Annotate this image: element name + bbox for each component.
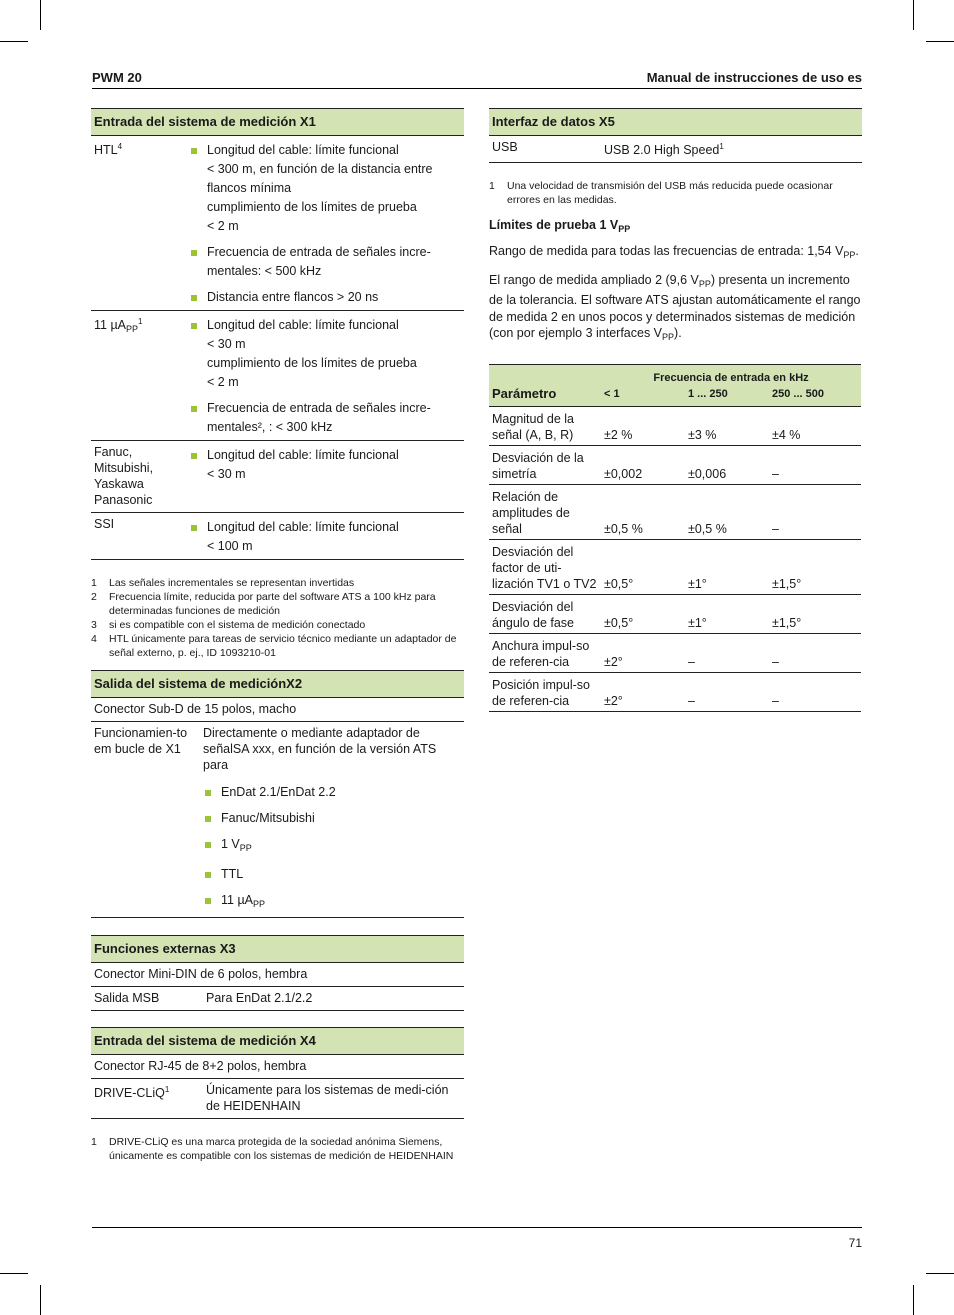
list-item: Fanuc/Mitsubishi — [203, 809, 464, 828]
crop-mark — [913, 0, 914, 30]
table-cell-value: ±0,5 % — [601, 484, 685, 539]
list-item: Longitud del cable: límite funcional < 300 m, en función de la distancia entre flancos mínima cumplimiento de los límites de prueba < 2 m — [189, 141, 464, 236]
x1-row-htl — [91, 136, 464, 311]
bullet-icon — [191, 525, 197, 531]
bullet-icon — [191, 323, 197, 329]
x3-connector: Conector Mini-DIN de 6 polos, hembra — [91, 963, 464, 987]
table-cell-value: ±4 % — [769, 406, 861, 445]
table-cell-value: ±2° — [601, 672, 685, 711]
list-item: Frecuencia de entrada de señales incre- mentales: < 500 kHz — [189, 243, 464, 281]
x1-label-fanuc: Fanuc, Mitsubishi, Yaskawa Panasonic — [94, 445, 154, 507]
x1-row-fanuc — [91, 441, 464, 513]
table-row — [489, 484, 861, 539]
bullet-icon — [205, 872, 211, 878]
list-item: 11 µA$_{PP}$ — [203, 891, 464, 914]
list-item: Longitud del cable: límite funcional < 30 m — [189, 446, 464, 484]
table-header-frequency: Frecuencia de entrada en kHz — [653, 371, 809, 384]
table-header-freq-col: 250 ... 500 — [769, 386, 861, 407]
crop-mark — [40, 0, 41, 30]
list-item: Longitud del cable: límite funcional < 30 m cumplimiento de los límites de prueba < 2 m — [189, 316, 464, 392]
x2-description: Directamente o mediante adaptador de señalSA xxx, en función de la versión ATS para — [203, 726, 437, 772]
table-cell-parameter: Magnitud de la señal (A, B, R) — [489, 406, 601, 445]
table-cell-value: – — [769, 672, 861, 711]
table-row — [489, 539, 861, 594]
table-cell-value: ±0,006 — [685, 445, 769, 484]
bullet-icon — [191, 295, 197, 301]
bullet-icon — [205, 790, 211, 796]
x4-connector: Conector RJ-45 de 8+2 polos, hembra — [91, 1055, 464, 1079]
table-cell-value: – — [769, 633, 861, 672]
header-manual-title: Manual de instrucciones de uso es — [646, 70, 862, 85]
x2-row-loop — [91, 722, 464, 918]
footnote: 1 Las señales incrementales se representan invertidas — [91, 577, 355, 589]
table-cell-parameter: Posición impul-so de referen-cia — [489, 672, 601, 711]
bullet-icon — [205, 816, 211, 822]
x2-label: Funcionamien-to em bucle de X1 — [94, 726, 188, 756]
table-cell-value: ±0,5° — [601, 594, 685, 633]
table-cell-value: ±3 % — [685, 406, 769, 445]
bullet-icon — [191, 148, 197, 154]
crop-mark — [926, 1273, 954, 1274]
crop-mark — [0, 1273, 28, 1274]
test-limits — [489, 217, 862, 346]
section-x3 — [91, 935, 464, 1011]
table-cell-parameter: Anchura impul-so de referen-cia — [489, 633, 601, 672]
x4-label: DRIVE-CLiQ$^1$ — [94, 1085, 170, 1100]
section-title-x5: Interfaz de datos X5 — [489, 108, 862, 136]
section-title-x3: Funciones externas X3 — [91, 935, 464, 963]
table-cell-parameter: Desviación del ángulo de fase — [489, 594, 601, 633]
x1-label-11uapp: 11 µA$_{PP}^1$ — [94, 317, 143, 334]
list-item: Frecuencia de entrada de señales incre- mentales², : < 300 kHz — [189, 399, 464, 437]
footnote: 3 si es compatible con el sistema de medición conectado — [91, 619, 366, 631]
table-cell-value: ±0,5° — [601, 539, 685, 594]
parameter-table — [489, 364, 861, 712]
x5-value: USB 2.0 High Speed$^1$ — [604, 142, 724, 157]
x4-value: Únicamente para los sistemas de medi-ción de HEIDENHAIN — [206, 1083, 449, 1113]
section-title-x2: Salida del sistema de mediciónX2 — [91, 670, 464, 698]
list-item: 1 $V_{PP}$ — [203, 835, 464, 858]
bullet-icon — [205, 898, 211, 904]
table-cell-value: ±1,5° — [769, 594, 861, 633]
list-item: TTL — [203, 865, 464, 884]
page-number: 71 — [848, 1236, 862, 1250]
x1-label-ssi: SSI — [94, 517, 115, 531]
footnote: 2 Frecuencia límite, reducida por parte del software ATS a 100 kHz para determinadas funciones de medición — [91, 591, 436, 617]
x1-row-ssi — [91, 513, 464, 560]
x5-row-usb — [489, 136, 862, 163]
left-column — [91, 108, 464, 1163]
table-header-row — [489, 364, 861, 386]
list-item: EnDat 2.1/EnDat 2.2 — [203, 783, 464, 802]
x3-value: Para EnDat 2.1/2.2 — [206, 991, 313, 1005]
test-limits-heading: Límites de prueba 1 $V_{PP}$ — [489, 218, 631, 234]
bullet-icon — [191, 250, 197, 256]
test-limits-paragraph-1: Rango de medida para todas las frecuencias de entrada: 1,54 $V_{PP}$. — [489, 244, 859, 260]
section-x2 — [91, 670, 464, 918]
x3-label: Salida MSB — [94, 991, 160, 1005]
x4-row-drivecliq — [91, 1079, 464, 1119]
x1-row-11uapp — [91, 311, 464, 441]
section-x4 — [91, 1027, 464, 1163]
table-cell-value: – — [685, 672, 769, 711]
table-cell-value: ±1° — [685, 594, 769, 633]
footnote: 4 HTL únicamente para tareas de servicio técnico mediante un adaptador de señal externo, p. ej., ID 1093210-01 — [91, 633, 457, 659]
x2-connector: Conector Sub-D de 15 polos, macho — [91, 698, 464, 722]
table-row — [489, 633, 861, 672]
right-column — [489, 108, 862, 712]
table-header-freq-col: 1 ... 250 — [685, 386, 769, 407]
table-row — [489, 406, 861, 445]
test-limits-paragraph-2: El rango de medida ampliado 2 (9,6 $V_{PP}$) presenta un incremento de la tolerancia. El software ATS ajustan automáticamente el rango de medida 2 en unos pocos y determinados sistemas de medición (con por ejemplo 3 interfaces $V_{PP}$). — [489, 272, 861, 342]
footnote: 1 Una velocidad de transmisión del USB más reducida puede ocasionar errores en las medidas. — [489, 180, 833, 206]
list-item: Longitud del cable: límite funcional < 100 m — [189, 518, 464, 556]
table-row — [489, 672, 861, 711]
crop-mark — [926, 41, 954, 42]
page-header — [92, 68, 862, 89]
table-cell-value: – — [685, 633, 769, 672]
x1-label-htl: HTL$^4$ — [94, 142, 123, 157]
crop-mark — [40, 1285, 41, 1315]
page-footer — [92, 1227, 862, 1250]
section-x5 — [489, 108, 862, 207]
table-cell-value: ±1° — [685, 539, 769, 594]
section-title-x1: Entrada del sistema de medición X1 — [91, 108, 464, 136]
table-cell-value: ±2 % — [601, 406, 685, 445]
header-product: PWM 20 — [92, 70, 142, 85]
table-cell-value: ±1,5° — [769, 539, 861, 594]
table-cell-value: – — [769, 484, 861, 539]
table-cell-parameter: Relación de amplitudes de señal — [489, 484, 601, 539]
table-row — [489, 594, 861, 633]
footnote: 1 DRIVE-CLiQ es una marca protegida de la sociedad anónima Siemens, únicamente es compatible con los sistemas de medición de HEIDENHAIN — [91, 1136, 454, 1162]
crop-mark — [913, 1285, 914, 1315]
table-cell-value: ±2° — [601, 633, 685, 672]
table-row — [489, 445, 861, 484]
x1-footnotes — [91, 576, 464, 660]
crop-mark — [0, 41, 28, 42]
list-item: Distancia entre flancos > 20 ns — [189, 288, 464, 307]
bullet-icon — [205, 842, 211, 848]
table-cell-value: ±0,5 % — [685, 484, 769, 539]
table-header-parameter: Parámetro — [489, 364, 601, 406]
x3-row-msb — [91, 987, 464, 1011]
bullet-icon — [191, 406, 197, 412]
table-header-freq-col: < 1 — [601, 386, 685, 407]
section-title-x4: Entrada del sistema de medición X4 — [91, 1027, 464, 1055]
table-cell-parameter: Desviación del factor de uti-lización TV1 o TV2 — [489, 539, 601, 594]
bullet-icon — [191, 453, 197, 459]
section-x1 — [91, 108, 464, 660]
table-cell-value: – — [769, 445, 861, 484]
table-cell-value: ±0,002 — [601, 445, 685, 484]
x5-label: USB — [492, 140, 518, 154]
table-cell-parameter: Desviación de la simetría — [489, 445, 601, 484]
